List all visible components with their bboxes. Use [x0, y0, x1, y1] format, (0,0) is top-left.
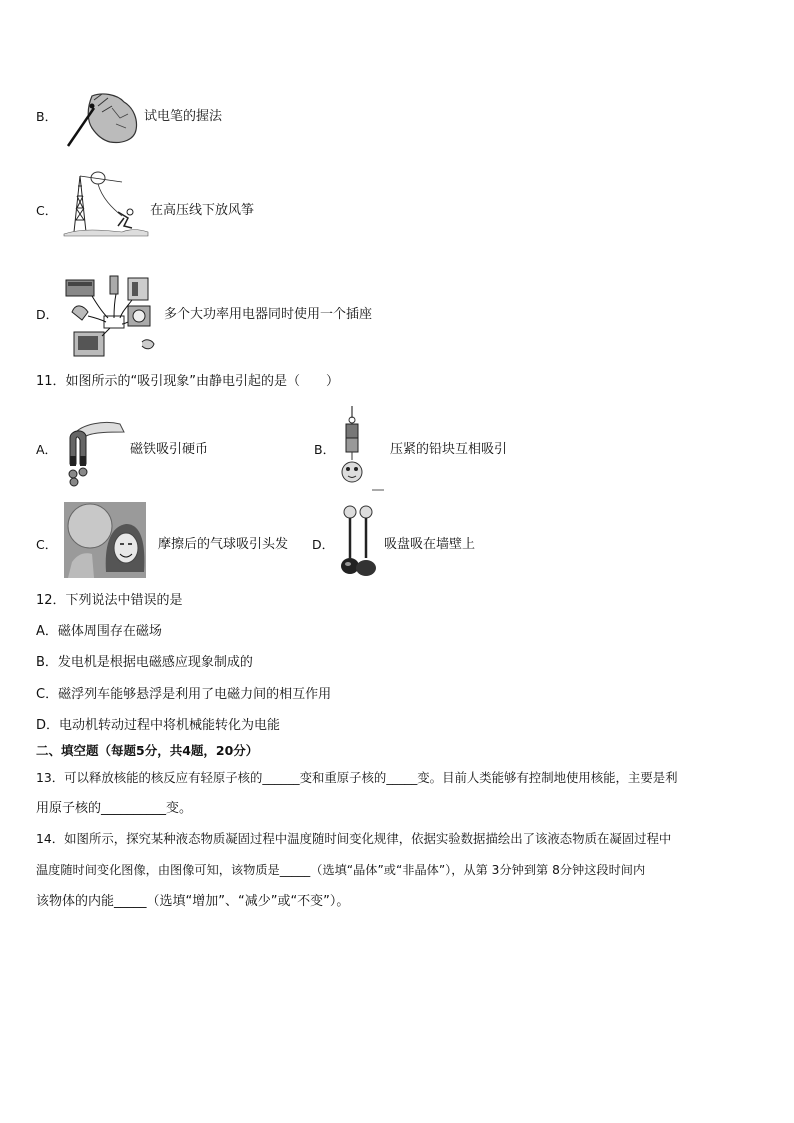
q11-option-text-a: 磁铁吸引硬币 — [130, 442, 209, 457]
pen-grip-image — [62, 88, 140, 148]
option-label-c: C． — [36, 203, 58, 218]
q11-option-label-b: B． — [314, 442, 336, 457]
lead-blocks-image — [338, 406, 388, 492]
question-12-stem: 12．下列说法中错误的是 — [36, 593, 183, 608]
question-14-line-3: 该物体的内能_____（选填“增加”、“减少”或“不变”）。 — [36, 894, 350, 909]
balloon-hair-image — [64, 502, 146, 578]
q12-option-a: A．磁体周围存在磁场 — [36, 624, 162, 639]
question-11-stem: 11．如图所示的“吸引现象”由静电引起的是（ ） — [36, 374, 340, 389]
section-2-heading: 二、填空题（每题5分，共4题，20分） — [36, 743, 259, 758]
option-label-d: D． — [36, 307, 59, 322]
q12-option-c: C．磁浮列车能够悬浮是利用了电磁力间的相互作用 — [36, 687, 332, 702]
q11-option-text-d: 吸盘吸在墙壁上 — [384, 537, 476, 552]
question-14-line-2: 温度随时间变化图像，由图像可知，该物质是_____（选填“晶体”或“非晶体”），从第 3分钟到第 8分钟这段时间内 — [36, 863, 646, 877]
q11-option-text-c: 摩擦后的气球吸引头发 — [158, 537, 289, 552]
option-text-d: 多个大功率用电器同时使用一个插座 — [164, 307, 373, 322]
overloaded-socket-image — [62, 272, 162, 360]
option-label-b: B． — [36, 109, 58, 124]
suction-cup-image — [336, 502, 380, 582]
kite-under-powerline-image — [62, 168, 150, 238]
question-13-line-1: 13．可以释放核能的核反应有轻原子核的______变和重原子核的_____变。目前人类能够有控制地使用核能，主要是利 — [36, 770, 678, 785]
q11-option-label-c: C． — [36, 537, 58, 552]
q11-option-label-d: D． — [312, 537, 335, 552]
option-text-c: 在高压线下放风筝 — [150, 203, 255, 218]
q11-option-text-b: 压紧的铅块互相吸引 — [390, 442, 508, 457]
option-text-b: 试电笔的握法 — [144, 109, 223, 124]
q12-option-b: B．发电机是根据电磁感应现象制成的 — [36, 655, 253, 670]
q12-option-d: D．电动机转动过程中将机械能转化为电能 — [36, 718, 281, 733]
question-14-line-1: 14．如图所示，探究某种液态物质凝固过程中温度随时间变化规律，依据实验数据描绘出了该液态物质在凝固过程中 — [36, 831, 672, 846]
magnet-coin-image — [64, 414, 126, 488]
q11-option-label-a: A． — [36, 442, 58, 457]
question-13-line-2: 用原子核的__________变。 — [36, 801, 193, 816]
